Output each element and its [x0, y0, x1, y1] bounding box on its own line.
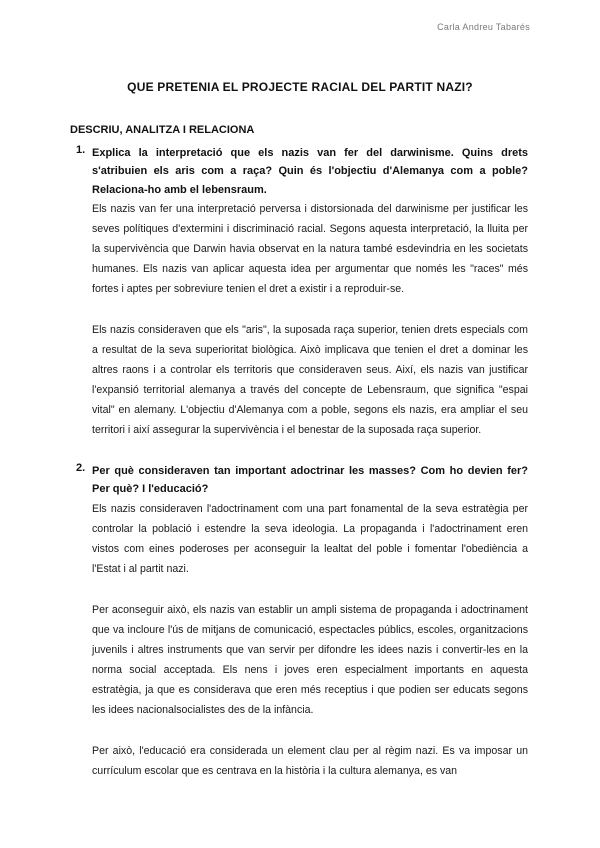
answer-paragraph: Per això, l'educació era considerada un element clau per al règim nazi. Es va imposar un currículum escolar que es centrava en la història i la cultura alemanya, es van	[92, 744, 528, 777]
answer-paragraph: Els nazis consideraven que els "aris", la suposada raça superior, tenien drets especials com a resultat de la seva superioritat biològica. Això implicava que tenien el dret a dominar les altres raons i a controlar els territoris que consideraven seus. Així, els nazis van justificar l'expansió territorial alemanya a través del concepte de Lebensraum, que significa "espai vital" en alemany. L'objectiu d'Alemanya com a poble, segons els nazis, era ampliar el seu territori i així assegurar la supervivència i el benestar de la suposada raça superior.	[92, 323, 528, 436]
paragraph-gap	[78, 720, 528, 741]
question-text: Per què consideraven tan important adoctrinar les masses? Com ho devien fer? Per què? I l'educació?	[92, 465, 528, 496]
question-text: Explica la interpretació que els nazis van fer del darwinisme. Quins drets s'atribuien els aris com a raça? Quin és l'objectiu d'Alemanya com a poble? Relaciona-ho amb el lebensraum.	[92, 147, 528, 196]
answer-paragraph: Per aconseguir això, els nazis van establir un ampli sistema de propaganda i adoctrinament que va incloure l'ús de mitjans de comunicació, espectacles públics, escoles, organitzacions juvenils i altres instruments que van servir per difondre les idees nazis i convertir-les en la norma social acceptada. Els nens i joves eren especialment importants en aquesta estratègia, ja que es considerava que eren més receptius i que podien ser educats segons les idees nacionalsocialistes des de la infància.	[92, 603, 528, 716]
answer-paragraph: Els nazis consideraven l'adoctrinament com una part fonamental de la seva estratègia per controlar la població i estendre la seva ideologia. La propaganda i l'adoctrinament eren vistos com eines poderoses per aconseguir la lealtat del poble i fomentar l'obediència a l'Estat i al partit nazi.	[92, 502, 528, 575]
paragraph-gap	[78, 299, 528, 320]
section-heading: DESCRIU, ANALITZA I RELACIONA	[70, 124, 255, 136]
question-number: 2.	[76, 462, 86, 474]
answer-paragraph: Els nazis van fer una interpretació perversa i distorsionada del darwinisme per justificar les seves polítiques d'extermini i discriminació racial. Segons aquesta interpretació, la lluita per la supervivència que Darwin havia observat en la natura també esdevindria en les societats humanes. Els nazis van aplicar aquesta idea per argumentar que només les "races" més fortes i aptes per sobreviure tenien el dret a existir i a reproduir-se.	[92, 202, 528, 295]
author-name: Carla Andreu Tabarés	[437, 22, 530, 32]
question-number: 1.	[76, 144, 86, 156]
paragraph-gap	[78, 579, 528, 600]
question-block-1	[78, 144, 528, 440]
question-block-2	[78, 462, 528, 781]
page-title: QUE PRETENIA EL PROJECTE RACIAL DEL PARTIT NAZI?	[127, 80, 473, 94]
